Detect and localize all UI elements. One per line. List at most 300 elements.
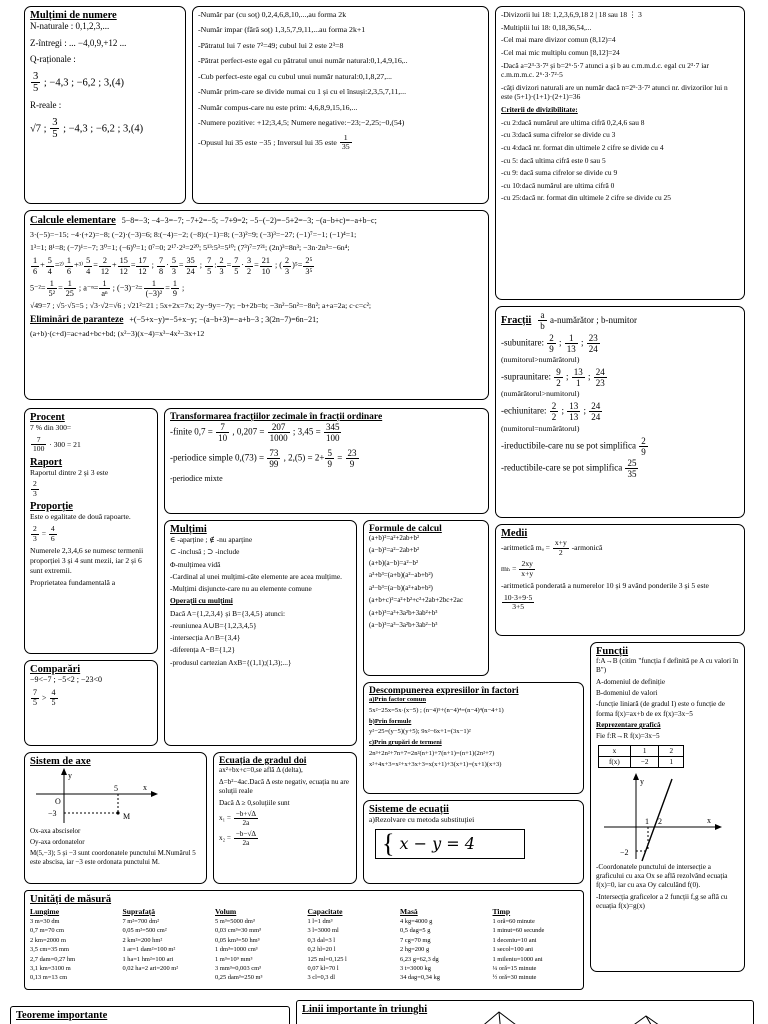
fraction: $\frac{a}{b}$ bbox=[540, 310, 545, 332]
text-line: (a+b)(a−b)=a²−b² bbox=[369, 558, 419, 567]
section-body bbox=[30, 230, 483, 311]
column-title: Timp bbox=[492, 907, 511, 916]
fraction: $\frac{7}{5}$ bbox=[234, 256, 239, 276]
fraction: $\frac{10\cdot 3+9\cdot 5}{3+5}$ bbox=[504, 592, 533, 612]
text-line: Oy-axa ordonatelor bbox=[30, 837, 85, 846]
coordinate-axes-graph bbox=[30, 767, 160, 827]
fraction: $\frac{2}{9}$ bbox=[549, 333, 554, 355]
fraction: $\frac{345}{100}$ bbox=[325, 422, 340, 444]
fraction: $\frac{5}{4}$ bbox=[86, 256, 91, 276]
text-line: f:A→B (citim "funcția f definită pe A cu valori în B") bbox=[596, 657, 739, 675]
column-body bbox=[30, 918, 116, 982]
text-line: -reuniunea A∪B={1,2,3,4,5} bbox=[170, 620, 257, 630]
fraction: $\frac{25}{35}$ bbox=[627, 457, 637, 479]
fraction: $\frac{207}{1000}$ bbox=[269, 422, 288, 444]
fraction: $\frac{5}{3}$ bbox=[171, 256, 176, 276]
column-body bbox=[493, 918, 579, 982]
column-title: Volum bbox=[215, 907, 237, 916]
text-line: √7 ; $\frac{3}{5}$ ; −4,3 ; −6,2 ; 3,(4) bbox=[30, 116, 144, 141]
text-line: √49=7 ; √5·√5=5 ; √3·√2=√6 ; √21²=21 ; 5x+2x=7x; 2y−9y=−7y; −b+2b=b; −3n²−5n²=−8n²; a+a=2a; c·c=c²; bbox=[30, 301, 372, 311]
section-body bbox=[596, 657, 739, 742]
fraction: $\frac{23}{9}$ bbox=[347, 448, 357, 470]
fraction: $\frac{1}{35}$ bbox=[341, 132, 350, 152]
section-body bbox=[30, 827, 201, 867]
text-line: -periodice simple 0,(73) = $\frac{73}{99}$ , 2,(5) = 2+ $\frac{5}{9}$ = $\frac{23}{9}$ bbox=[170, 448, 483, 469]
section-title: Medii bbox=[501, 528, 528, 539]
text-line: -aritmetică mₐ = $\frac{x+y}{2}$ -armonică bbox=[501, 538, 603, 557]
fraction: $\frac{7}{10}$ bbox=[218, 422, 228, 444]
text-line: -Pătratul lui 7 este 7²=49; cubul lui 2 este 2³=8 bbox=[198, 40, 344, 50]
text-line: -Cardinal al unei mulțimi-câte elemente are acea mulțime. bbox=[170, 571, 342, 581]
text-line: -Divizorii lui 18: 1,2,3,6,9,18 2 | 18 sau 18 ⋮ 3 bbox=[501, 10, 642, 19]
text-line: 3 l=3000 ml bbox=[307, 927, 339, 935]
fraction: $\frac{7}{100}$ bbox=[33, 434, 45, 454]
triangle-shape bbox=[447, 1012, 557, 1024]
section-body bbox=[30, 21, 180, 141]
text-line: -aritmetică ponderată a numerelor 10 și 9 având ponderile 3 și 5 este bbox=[501, 581, 709, 590]
text-line: Reprezentare grafică bbox=[596, 721, 661, 730]
text-line: -reductibile-care se pot simplifica $\frac{25}{35}$ bbox=[501, 458, 739, 479]
section-body bbox=[501, 539, 739, 612]
table-cell: f(x) bbox=[599, 756, 631, 767]
section-multimi-de-numere bbox=[24, 6, 186, 204]
text-line: Dacă Δ ≥ 0,soluțiile sunt bbox=[219, 798, 290, 807]
x-axis-label: x bbox=[143, 783, 147, 792]
text-line: 1 mileniu=1000 ani bbox=[492, 955, 543, 963]
section-procent-raport-proportie bbox=[24, 408, 158, 654]
table-cell: 1 bbox=[659, 756, 684, 767]
text-line: Criterii de divizibilitate: bbox=[501, 104, 578, 114]
text-line: Fie f:R→R f(x)=3x−5 bbox=[596, 732, 660, 741]
fraction: $\frac{7}{5}$ bbox=[33, 688, 37, 708]
text-line: (numitorul>numărătorul) bbox=[501, 355, 580, 365]
calcule-intro-line bbox=[30, 214, 483, 227]
text-line: -Multiplii lui 18: 0,18,36,54,... bbox=[501, 22, 592, 32]
section-title: Sisteme de ecuații bbox=[369, 804, 449, 815]
section-sistem-de-axe bbox=[24, 752, 207, 884]
fraction: $\frac{3}{5}$ bbox=[52, 116, 58, 141]
text-line: (a+b+c)²=a²+b²+c²+2ab+2bc+2ac bbox=[369, 596, 463, 605]
fraction: $\frac{4}{5}$ bbox=[51, 688, 56, 708]
column-body bbox=[308, 918, 394, 982]
text-line: -subunitare: $\frac{2}{9}$ ; $\frac{1}{13}$ ; $\frac{23}{24}$ bbox=[501, 333, 739, 354]
origin-label: O bbox=[55, 797, 61, 806]
fraction: $\frac{35}{24}$ bbox=[186, 256, 195, 276]
text-line: 7 m²=700 dm² bbox=[122, 918, 160, 925]
text-line: (a+b)³=a³+3a²b+3ab²+b³ bbox=[369, 608, 438, 617]
text-line: 0,07 kl=70 l bbox=[307, 965, 339, 973]
text-line bbox=[501, 594, 739, 612]
text-line: -cu 4:dacă nr. format din ultimele 2 cifre se divide cu 4 bbox=[501, 142, 664, 152]
fraction: $\frac{21}{10}$ bbox=[261, 256, 270, 276]
text-line: -Coordonatele punctului de intersecție a graficului cu axa Ox se află rezolvând ecuația f(x)=0, iar cu axa Oy calculând f(0). bbox=[596, 862, 728, 890]
text-line: -cu 9: dacă suma cifrelor se divide cu 9 bbox=[501, 168, 618, 178]
text-line: ax²+bx+c=0,se află Δ (delta), bbox=[219, 766, 303, 774]
table-cell: x bbox=[599, 745, 631, 756]
text-line: 3 cl=0,3 dl bbox=[307, 974, 336, 982]
section-ecuatia-de-gradul-doi bbox=[213, 752, 357, 884]
text-line: 0,13 m=13 cm bbox=[30, 974, 68, 982]
units-column-lungime bbox=[30, 907, 116, 984]
section-title: Comparări bbox=[30, 664, 81, 675]
section-title: Funcții bbox=[596, 646, 629, 657]
fraction: $\frac{2xy}{x+y}$ bbox=[521, 559, 534, 578]
text-line: -Intersecția graficelor a 2 funcții f,g se află cu ecuația f(x)=g(x) bbox=[596, 892, 728, 910]
calcule-intro: 5−8=−3; −4−3=−7; −7+2=−5; −7+9=2; −5−(−2)=−5+2=−3; −(a−b+c)=−a+b−c; bbox=[121, 216, 377, 225]
text-line: Z-întregi : ... −4,0,9,+12 ... bbox=[30, 37, 127, 48]
triangle-sketches bbox=[441, 1004, 711, 1024]
section-sisteme-de-ecuatii bbox=[363, 800, 584, 884]
column-body bbox=[123, 918, 209, 973]
text-line: -Mulțimi disjuncte-care nu au elemente comune bbox=[170, 584, 312, 594]
text-line: 7 % din 300= bbox=[30, 423, 72, 432]
text-line: 1³=1; 8¹=8; (−7)¹=−7; 3⁰=1; (−6)⁰=1; 0⁷=0; 2¹⁷·2³=2²⁰; 5¹³:5³=5¹⁰; (7³)⁷=7²¹; (2n)³=8n³; −3n·2n³=−6n⁴; bbox=[30, 243, 350, 253]
text-line: y²−25=(y−5)(y+5); 9x²−6x+1=(3x−1)² bbox=[369, 728, 471, 736]
fraction: $\frac{2}{12}$ bbox=[100, 256, 109, 276]
x-tick-1: 1 bbox=[645, 816, 649, 826]
text-line: 0,25 dam³=250 m³ bbox=[215, 974, 263, 982]
fraction: $\frac{1}{6}$ bbox=[33, 256, 38, 276]
fraction: $\frac{24}{24}$ bbox=[591, 401, 601, 423]
units-columns bbox=[30, 907, 578, 984]
section-title: Linii importante în triunghi bbox=[302, 1004, 428, 1015]
units-column-volum bbox=[215, 907, 301, 984]
text-line: b)Prin formule bbox=[369, 717, 412, 725]
fraction: $\frac{1}{\text{(−3)²}}$ bbox=[145, 278, 163, 298]
text-line: 1 deceniu=10 ani bbox=[492, 936, 537, 944]
fraction: $\frac{5}{4}$ bbox=[47, 256, 52, 276]
text-line: 3·(−5)=−15; −4·(+2)=−8; (−2)·(−3)=6; 8:(−4)=−2; (−8):(−1)=8; (−3)²=9; (−3)³=−27; (−1)⁷=−1; (−1)⁴=1; bbox=[30, 230, 357, 240]
text-line: c)Prin grupări de termeni bbox=[369, 739, 442, 747]
section-body bbox=[369, 696, 578, 769]
text-line: -Cel mai mic multiplu comun [8,12]=24 bbox=[501, 47, 620, 57]
text-line: (numărătorul>numitorul) bbox=[501, 389, 580, 399]
linear-function-graph bbox=[596, 771, 726, 863]
column-title: Masă bbox=[400, 907, 418, 916]
text-line: (a+b)²=a²+2ab+b² bbox=[369, 534, 420, 542]
fraction: $\frac{3}{2}$ bbox=[247, 256, 252, 276]
text-line: -Cel mai mare divizor comun (8,12)=4 bbox=[501, 35, 616, 45]
section-title: Formule de calcul bbox=[369, 524, 442, 534]
text-line: -periodice mixte bbox=[170, 474, 223, 484]
section-body bbox=[219, 766, 351, 847]
subsection-title: Eliminări de paranteze bbox=[30, 315, 124, 326]
text-line: 6,23 g=62,3 dg bbox=[400, 955, 439, 963]
text-line: -ireductibile-care nu se pot simplifica $\frac{2}{9}$ bbox=[501, 436, 739, 457]
section-title: Teoreme importante bbox=[16, 1010, 108, 1021]
text-line: -Număr compus-care nu este prim: 4,6,8,9,15,16,... bbox=[198, 102, 358, 112]
text-line: -echiunitare: $\frac{2}{2}$ ; $\frac{13}{13}$ ; $\frac{24}{24}$ bbox=[501, 401, 739, 422]
fraction: $\frac{9}{2}$ bbox=[556, 367, 561, 389]
text-line: -Numere pozitive: +12;3,4,5; Numere negative:−23;−2,25;−0,(54) bbox=[198, 118, 405, 128]
section-body bbox=[170, 535, 351, 667]
text-line: -Opusul lui 35 este −35 ; Inversul lui 35 este $\frac{1}{35}$ bbox=[198, 134, 483, 152]
text-line: 2,7 dam=0,27 hm bbox=[30, 955, 76, 963]
text-line: Este o egalitate de două rapoarte. bbox=[30, 512, 131, 522]
proportie-body bbox=[30, 512, 152, 588]
section-title: Descompunerea expresiilor în factori bbox=[369, 686, 519, 696]
text-line: a)Prin factor comun bbox=[369, 696, 427, 703]
triangle-cevian-line bbox=[646, 1016, 669, 1024]
column-title: Lungime bbox=[30, 907, 60, 916]
text-line: 34 dag=0,34 kg bbox=[400, 974, 440, 982]
text-line: 2 km=2000 m bbox=[30, 936, 66, 944]
units-column-suprafata bbox=[123, 907, 209, 984]
text-line: 2 hg=200 g bbox=[400, 946, 430, 954]
fraction: $\frac{2}{3}$ bbox=[33, 479, 37, 498]
point-m-dot bbox=[116, 811, 119, 814]
column-title: Capacitate bbox=[307, 907, 343, 916]
text-line: 4 kg=4000 g bbox=[400, 918, 433, 925]
column-title: Suprafață bbox=[122, 907, 155, 916]
section-body-2 bbox=[30, 329, 483, 339]
method-line: a)Rezolvare cu metoda substituției bbox=[369, 815, 475, 824]
text-line: Dacă A={1,2,3,4} și B={3,4,5} atunci: bbox=[170, 608, 286, 618]
text-line: 0,05 km³=50 hm³ bbox=[215, 936, 260, 944]
x-tick-2: 2 bbox=[658, 816, 662, 826]
text-line: 1 secol=100 ani bbox=[492, 946, 534, 954]
section-body bbox=[369, 534, 483, 630]
fraction: $\frac{\text{2⁵}}{\text{3⁵}}$ bbox=[305, 256, 313, 276]
fraction: $\frac{2}{3}$ bbox=[285, 256, 290, 276]
text-line: 3 t=3000 kg bbox=[400, 965, 431, 973]
text-line: -supraunitare: $\frac{9}{2}$ ; $\frac{13}{1}$ ; $\frac{24}{23}$ bbox=[501, 367, 739, 388]
section-title: Mulțimi de numere bbox=[30, 10, 117, 21]
text-line: 7 cg=70 mg bbox=[400, 936, 431, 944]
section-linii-importante-in-triunghi bbox=[296, 1000, 754, 1024]
text-line: a³−b³=(a−b)(a²+ab+b²) bbox=[369, 583, 433, 592]
text-line: -finite 0,7 = $\frac{7}{10}$ , 0,207 = $\frac{207}{1000}$ ; 3,45 = $\frac{345}{100}$ bbox=[170, 422, 483, 443]
section-title: Calcule elementare bbox=[30, 215, 116, 226]
text-line: $\frac{7}{5}$ > $\frac{4}{5}$ bbox=[30, 689, 152, 708]
y-axis-label: y bbox=[68, 771, 72, 780]
fraction: $\frac{1}{\text{5²}}$ bbox=[48, 278, 56, 298]
text-line: Numerele 2,3,4,6 se numesc termenii proporției 3 și 4 sunt mezii, iar 2 și 6 sunt extremii. bbox=[30, 546, 144, 575]
text-line: -câți divizori naturali are un număr dacă n=2⁵·3·7² atunci nr. divizorilor lui n este (5+1)·(1+1)·(2+1)=36 bbox=[501, 82, 728, 102]
section-comparari bbox=[24, 660, 158, 746]
text-line: 1 minut=60 secunde bbox=[492, 927, 545, 935]
section-title: Fracții bbox=[501, 314, 532, 326]
text-line: -Număr prim-care se divide numai cu 1 și cu el însuși:2,3,5,7,11,... bbox=[198, 87, 407, 97]
text-line: 3 m=30 dm bbox=[30, 918, 60, 925]
text-line: 125 ml=0,125 l bbox=[307, 955, 347, 963]
table-row bbox=[599, 756, 684, 767]
text-line: 1 l=1 dm³ bbox=[307, 918, 333, 925]
table-cell: 1 bbox=[630, 745, 659, 756]
raport-body bbox=[30, 468, 152, 499]
section-unitati-de-masura bbox=[24, 890, 584, 990]
x-axis-arrow bbox=[151, 791, 158, 797]
fraction: $\frac{17}{12}$ bbox=[138, 256, 147, 276]
eliminari-line bbox=[30, 314, 483, 326]
text-line: Q-raționale : bbox=[30, 54, 76, 65]
section-body bbox=[30, 675, 152, 708]
text-line: R-reale : bbox=[30, 100, 62, 111]
section-tipuri-de-numere bbox=[192, 6, 489, 204]
text-line: $\frac{2}{3}$ = $\frac{4}{6}$ bbox=[30, 525, 152, 543]
text-line: 3,1 km=3100 m bbox=[30, 965, 71, 973]
units-column-capacitate bbox=[308, 907, 394, 984]
fraction: $\frac{-b-√\Delta}{2a}$ bbox=[235, 830, 257, 848]
text-line: 1 ar=1 dam²=100 m² bbox=[122, 946, 176, 954]
text-line: Ox-axa absciselor bbox=[30, 827, 81, 835]
text-line: M(5,−3); 5 și −3 sunt coordonatele punctului M.Numărul 5 este abscisa, iar −3 este ordonata punctului M. bbox=[30, 848, 196, 866]
text-line: 2n³+2n²+7n+7=2n²(n+1)+7(n+1)=(n+1)(2n²+7) bbox=[369, 750, 495, 758]
section-body bbox=[198, 10, 483, 152]
table-cell: 2 bbox=[659, 745, 684, 756]
handwritten-equation: x − y = 4 bbox=[399, 834, 475, 854]
text-line: -Cub perfect-este egal cu cubul unui număr natural:0,1,8,27,... bbox=[198, 71, 392, 81]
section-body bbox=[170, 422, 483, 485]
text-line: a³+b³=(a+b)(a²−ab+b²) bbox=[369, 571, 433, 580]
x-tick-5: 5 bbox=[114, 784, 118, 793]
text-line: -Număr par (cu soț) 0,2,4,6,8,10,...,au forma 2k bbox=[198, 10, 347, 19]
fraction: $\frac{7}{8}$ bbox=[159, 256, 164, 276]
fraction: $\frac{13}{1}$ bbox=[573, 367, 583, 389]
text-line: -cu 2:dacă numărul are ultima cifră 0,2,4,6 sau 8 bbox=[501, 117, 645, 127]
text-line: ⊂ -inclusă ; ⊃ -include bbox=[170, 547, 240, 557]
column-body bbox=[400, 918, 486, 982]
text-line: -Dacă a=2³·3·7² și b=2⁶·5·7 atunci a și b au c.m.m.d.c. egal cu 2³·7 iar c.m.m.m.c. 2⁶·3·7²·5 bbox=[501, 60, 710, 80]
fraction: $\frac{13}{13}$ bbox=[569, 401, 579, 423]
text-line: 0,2 hl=20 l bbox=[307, 946, 336, 954]
y-tick-minus2: −2 bbox=[620, 847, 629, 857]
fraction: $\frac{23}{24}$ bbox=[588, 333, 598, 355]
text-line: -cu 10:dacă numărul are ultima cifră 0 bbox=[501, 180, 615, 190]
text-line: Φ-mulțimea vidă bbox=[170, 559, 221, 569]
function-value-table bbox=[598, 745, 684, 768]
point-m-label: M bbox=[123, 812, 131, 821]
text-line: 1 dm³=1000 cm³ bbox=[215, 946, 258, 954]
text-line bbox=[30, 480, 152, 498]
text-line: 2 km²=200 hm² bbox=[122, 936, 163, 944]
text-line: 1 oră=60 minute bbox=[492, 918, 535, 925]
section-body bbox=[501, 10, 739, 203]
text-line: -Număr impar (fără soț) 1,3,5,7,9,11,...au forma 2k+1 bbox=[198, 25, 366, 35]
fraction: $\frac{24}{23}$ bbox=[595, 367, 605, 389]
section-fractii bbox=[495, 306, 745, 518]
text-line: B-domeniul de valori bbox=[596, 689, 658, 698]
text-line: ½ oră=30 minute bbox=[492, 974, 537, 982]
handwritten-system-box bbox=[375, 829, 525, 859]
fraction: $\frac{2}{3}$ bbox=[33, 524, 37, 543]
fraction: $\frac{x+y}{2}$ bbox=[554, 538, 567, 557]
text-line: -cu 3:dacă suma cifrelor se divide cu 3 bbox=[501, 130, 616, 140]
text-line: A-domeniul de definiție bbox=[596, 677, 666, 686]
text-line: 5x²−25x=5x·(x−5) ; (n−4)⁵+(n−4)⁴=(n−4)⁴(n−4+1) bbox=[369, 706, 504, 714]
fraction: $\frac{3}{5}$ bbox=[33, 70, 39, 95]
text-line: 5 m³=5000 dm³ bbox=[215, 918, 255, 925]
text-line: ∈ -aparține ; ∉ -nu aparține bbox=[170, 535, 253, 544]
text-line: -cu 5: dacă ultima cifră este 0 sau 5 bbox=[501, 155, 606, 165]
text-line: 1 m³=10⁹ mm³ bbox=[215, 955, 253, 963]
fraction: $\frac{-b+√\Delta}{2a}$ bbox=[235, 810, 257, 828]
text-line: mₕ = $\frac{2xy}{x+y}$ bbox=[501, 560, 739, 578]
section-title: Transformarea fracțiilor zecimale în fracții ordinare bbox=[170, 412, 383, 422]
fraction: $\frac{15}{12}$ bbox=[119, 256, 128, 276]
text-line: 0,05 m²=500 cm² bbox=[122, 927, 167, 935]
fraction: $\frac{2}{3}$ bbox=[219, 256, 224, 276]
section-title: Ecuația de gradul doi bbox=[219, 756, 307, 766]
text-line: -diferența A−B={1,2} bbox=[170, 645, 236, 655]
text-line: -produsul cartezian AxB={(1,1);(1,3);...} bbox=[170, 657, 292, 667]
text-line: Δ=b²−4ac.Dacă Δ este negativ, ecuația nu are soluții reale bbox=[219, 777, 349, 795]
text-line: 3 mm³=0,003 cm³ bbox=[215, 965, 261, 973]
section-divizori bbox=[495, 6, 745, 300]
text-line: (a+b)·(c+d)=ac+ad+bc+bd; (x²−3)(x−4)=x³−4x²−3x+12 bbox=[30, 329, 205, 339]
fraction: $\frac{1}{25}$ bbox=[65, 278, 74, 298]
section-title: Unități de măsură bbox=[30, 894, 112, 905]
fractii-head-line bbox=[501, 310, 739, 331]
section-title: Mulțimi bbox=[170, 524, 207, 535]
section-descompunere-in-factori bbox=[363, 682, 584, 794]
text-line: 0,7 m=70 cm bbox=[30, 927, 64, 935]
text-line: 0,03 cm³=30 mm³ bbox=[215, 927, 261, 935]
text-line: 0,5 dag=5 g bbox=[400, 927, 431, 935]
section-formule-de-calcul bbox=[363, 520, 489, 676]
text-line: (numitorul=numărătorul) bbox=[501, 423, 580, 433]
text-line: Operații cu mulțimi bbox=[170, 596, 233, 606]
section-body bbox=[501, 333, 739, 479]
fraction: $\frac{7}{5}$ bbox=[207, 256, 212, 276]
y-axis-arrow bbox=[61, 768, 67, 775]
text-line: 3,5 cm=35 mm bbox=[30, 946, 69, 954]
text-line: x₁ = $\frac{-b+√\Delta}{2a}$ bbox=[219, 810, 351, 827]
x-axis-arrow bbox=[715, 824, 722, 830]
table-cell: −2 bbox=[630, 756, 659, 767]
y-axis-arrow bbox=[633, 773, 639, 780]
column-body bbox=[215, 918, 301, 982]
text-line: $\frac{7}{100}$ · 300 = 21 bbox=[30, 436, 152, 454]
text-line: 1 ha=1 hm²=100 ari bbox=[122, 955, 174, 963]
fraction: $\frac{1}{\text{aⁿ}}$ bbox=[101, 278, 108, 298]
fraction: $\frac{73}{99}$ bbox=[269, 448, 279, 470]
text-line: (a−b)²=a²−2ab+b² bbox=[369, 546, 420, 555]
text-line: $\frac{1}{6}$ + $\frac{5}{4}$ =²⁾ $\frac{1}{6}$ +³⁾ $\frac{5}{4}$ = $\frac{2}{12}$ + $\frac{15}{12}$ = $\frac{17}{12}$ ; $\frac{7}{8}$ · $\frac{5}{3}$ = $\frac{35}{24}$ ; $\frac{7}{5}$ : $\frac{2}{3}$ = $\frac{7}{5}$ · $\frac{3}{2}$ = $\frac{21}{10}$ ; ( $\frac{2}{3}$ )⁵= $\frac{\text{2⁵}}{\text{3⁵}}$ bbox=[30, 256, 483, 275]
section-multimi bbox=[164, 520, 357, 746]
text-line: ¼ oră=15 minute bbox=[492, 965, 537, 973]
fraction: $\frac{2}{2}$ bbox=[551, 401, 557, 423]
section-medii bbox=[495, 524, 745, 636]
section-functii bbox=[590, 642, 745, 972]
fraction: $\frac{5}{9}$ bbox=[327, 448, 332, 470]
fractii-definition: $\frac{a}{b}$ a-numărător ; b-numitor bbox=[537, 315, 637, 325]
fraction: $\frac{1}{13}$ bbox=[566, 333, 576, 355]
text-line: $\frac{3}{5}$ ; −4,3 ; −6,2 ; 3,(4) bbox=[30, 71, 180, 96]
text-line: Proprietatea fundamentală a bbox=[30, 578, 116, 588]
text-line: (a−b)³=a³−3a²b+3ab²−b³ bbox=[369, 621, 438, 630]
eliminari-intro: +(−5+x−y)=−5+x−y; −(a−b+3)=−a+b−3 ; 3(2n−7)=6n−21; bbox=[129, 315, 319, 325]
proportie-title: Proporție bbox=[30, 501, 73, 513]
system-brace: { bbox=[382, 828, 395, 858]
text-line: -funcție liniară (de gradul I) este o funcție de forma f(x)=ax+b de ex f(x)=3x−5 bbox=[596, 700, 725, 718]
y-axis-label: y bbox=[640, 776, 644, 786]
x-axis-label: x bbox=[707, 815, 711, 825]
procent-body bbox=[30, 423, 152, 454]
procent-title: Procent bbox=[30, 412, 65, 423]
fraction: $\frac{1}{9}$ bbox=[172, 278, 177, 298]
section-calcule-elementare bbox=[24, 210, 489, 400]
fraction: $\frac{4}{6}$ bbox=[50, 524, 55, 543]
text-line: -cu 25:dacă nr. format din ultimele 2 cifre se divide cu 25 bbox=[501, 193, 671, 203]
section-teoreme-importante bbox=[10, 1006, 290, 1024]
units-column-timp bbox=[493, 907, 579, 984]
text-line: 0,3 dal=3 l bbox=[307, 936, 336, 944]
section-title: Sistem de axe bbox=[30, 756, 91, 767]
section-transformare-fractii-zecimale bbox=[164, 408, 489, 514]
text-line: -intersecția A∩B={3,4} bbox=[170, 633, 241, 643]
text-line: -Pătrat perfect-este egal cu pătratul unui număr natural:0,1,4,9,16,.. bbox=[198, 56, 408, 66]
